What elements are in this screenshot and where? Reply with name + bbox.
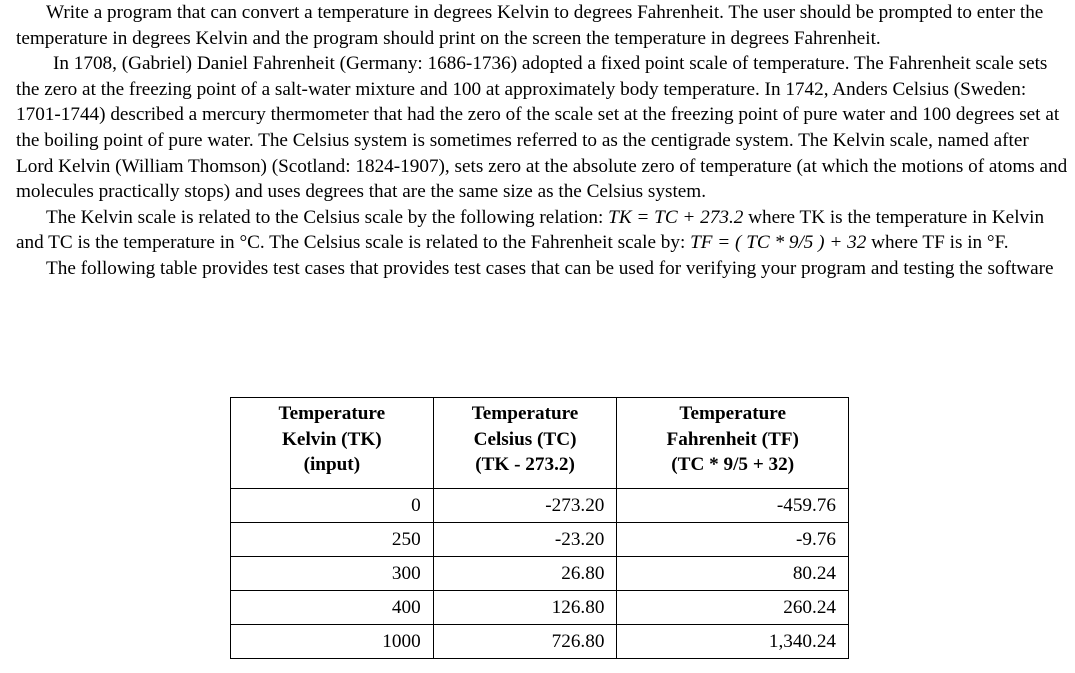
cell-celsius: 26.80	[433, 556, 617, 590]
header-kelvin	[231, 398, 434, 489]
cell-kelvin: 1000	[231, 624, 434, 658]
header-line: Temperature	[471, 403, 579, 424]
table-intro-paragraph: The following table provides test cases that provides test cases that can be used for verifying your program and testing the software	[46, 257, 1054, 279]
cell-kelvin: 0	[231, 488, 434, 522]
table-row	[231, 522, 849, 556]
test-cases-table-wrapper	[230, 397, 849, 661]
relation-end: where TF is in °F.	[866, 232, 1009, 254]
test-cases-table	[230, 397, 849, 659]
header-line: (TK - 273.2)	[475, 454, 575, 476]
table-row	[231, 488, 849, 522]
header-line: (input)	[303, 454, 361, 476]
cell-kelvin: 300	[231, 556, 434, 590]
header-line: Kelvin (TK)	[282, 428, 382, 450]
cell-fahrenheit: 1,340.24	[617, 624, 849, 658]
header-line: Temperature	[278, 403, 386, 424]
header-fahrenheit	[617, 398, 849, 489]
history-paragraph: In 1708, (Gabriel) Daniel Fahrenheit (Germany: 1686-1736) adopted a fixed point scale of temperature. The Fahrenheit scale sets the zero at the freezing point of a salt-water mixture and 100 at approximately body temperature. In 1742, Anders Celsius (Sweden: 1701-1744) described a mercury thermometer that had the zero of the scale set at the freezing point of pure water and 100 degrees set at the boiling point of pure water. The Celsius system is sometimes referred to as the centigrade system. The Kelvin scale, named after Lord Kelvin (William Thomson) (Scotland: 1824-1907), sets zero at the absolute zero of temperature (at which the motions of atoms and molecules practically stops) and uses degrees that are the same size as the Celsius system.	[16, 53, 1068, 203]
celsius-fahrenheit-equation: TF = ( TC * 9/5 ) + 32	[690, 232, 867, 254]
relation-intro: The Kelvin scale is related to the Celsius scale by the following relation:	[46, 206, 609, 228]
kelvin-celsius-equation: TK = TC + 273.2	[608, 206, 744, 228]
cell-fahrenheit: -9.76	[617, 522, 849, 556]
cell-fahrenheit: -459.76	[617, 488, 849, 522]
table-header-row	[231, 398, 849, 489]
task-paragraph: Write a program that can convert a temperature in degrees Kelvin to degrees Fahrenheit. The user should be prompted to enter the temperature in degrees Kelvin and the program should print on the screen the temperature in degrees Fahrenheit.	[16, 2, 1044, 49]
cell-fahrenheit: 260.24	[617, 590, 849, 624]
header-line: (TC * 9/5 + 32)	[671, 454, 795, 476]
header-celsius	[433, 398, 617, 489]
cell-kelvin: 250	[231, 522, 434, 556]
cell-celsius: -273.20	[433, 488, 617, 522]
table-row	[231, 590, 849, 624]
relation-paragraph	[16, 205, 1068, 256]
header-line: Fahrenheit (TF)	[666, 428, 799, 450]
cell-kelvin: 400	[231, 590, 434, 624]
cell-fahrenheit: 80.24	[617, 556, 849, 590]
table-row	[231, 556, 849, 590]
cell-celsius: 126.80	[433, 590, 617, 624]
relation-mid: where TK is the temperature in Kelvin and TC is the temperature in °C. The Celsius scale is related to the Fahrenheit scale by:	[16, 206, 1045, 254]
document-body	[16, 0, 1068, 282]
header-line: Celsius (TC)	[473, 428, 577, 450]
header-line: Temperature	[679, 403, 786, 424]
cell-celsius: 726.80	[433, 624, 617, 658]
table-row	[231, 624, 849, 658]
cell-celsius: -23.20	[433, 522, 617, 556]
